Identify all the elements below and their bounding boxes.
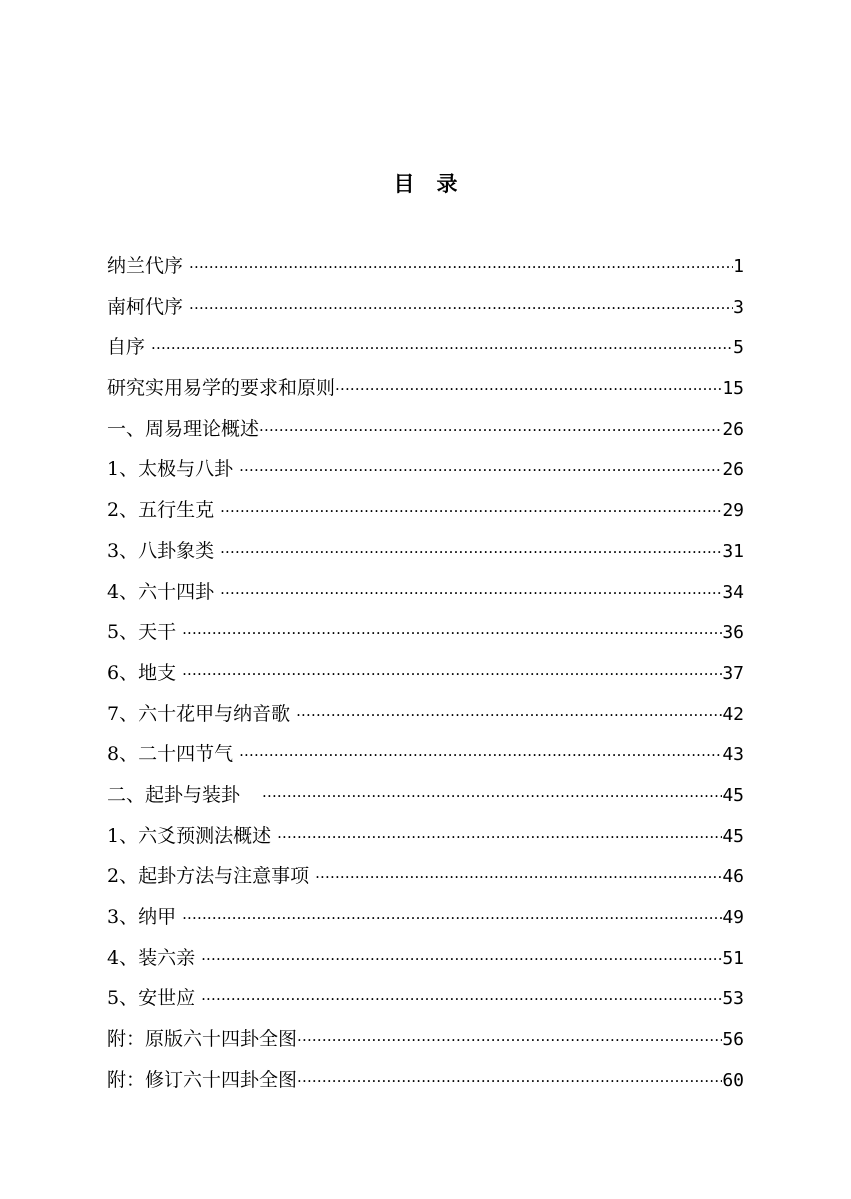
toc-entry-page: 45 — [722, 784, 744, 806]
toc-entry-page: 5 — [733, 337, 744, 359]
toc-entry[interactable] — [107, 779, 744, 820]
toc-entry-label: 5、天干 — [107, 621, 177, 644]
dot-leader — [182, 617, 722, 649]
toc-entry-label: 3、纳甲 — [107, 906, 177, 928]
toc-entry[interactable] — [107, 250, 744, 291]
toc-entry[interactable] — [107, 860, 744, 901]
toc-entry-page: 46 — [722, 866, 744, 888]
toc-entry-label: 4、六十四卦 — [107, 580, 215, 603]
toc-entry-label: 4、装六亲 — [107, 946, 196, 969]
dot-leader — [220, 577, 722, 609]
toc-entry-page: 56 — [722, 1029, 744, 1051]
toc-entry-page: 60 — [722, 1069, 744, 1091]
toc-entry-label: 8、二十四节气 — [107, 743, 234, 766]
dot-leader — [259, 414, 722, 446]
dot-leader — [182, 902, 722, 934]
toc-entry-page: 45 — [722, 825, 744, 847]
toc-entry[interactable] — [107, 820, 744, 861]
dot-leader — [189, 251, 733, 283]
toc-entry-page: 34 — [722, 581, 744, 603]
toc-entry[interactable] — [107, 982, 744, 1023]
toc-title-char-2: 录 — [436, 171, 458, 196]
dot-leader — [201, 983, 722, 1015]
toc-entry[interactable] — [107, 738, 744, 779]
toc-entry-page: 36 — [722, 622, 744, 644]
toc-entry-label: 5、安世应 — [107, 987, 196, 1010]
toc-entry-label: 7、六十花甲与纳音歌 — [107, 702, 291, 725]
dot-leader — [277, 821, 722, 853]
toc-entry[interactable] — [107, 494, 744, 535]
toc-entry-page: 29 — [722, 500, 744, 522]
toc-entry-page: 3 — [733, 296, 744, 318]
dot-leader — [182, 658, 722, 690]
dot-leader — [262, 780, 722, 812]
toc-entry[interactable] — [107, 942, 744, 983]
toc-entry[interactable] — [107, 372, 744, 413]
toc-entry[interactable] — [107, 616, 744, 657]
dot-leader — [315, 861, 722, 893]
dot-leader — [296, 699, 722, 731]
toc-entry-page: 53 — [722, 988, 744, 1010]
toc-entry-label: 1、太极与八卦 — [107, 458, 234, 481]
dot-leader — [220, 495, 722, 527]
toc-entry[interactable] — [107, 1064, 744, 1105]
toc-entry-label: 附：修订六十四卦全图 — [107, 1068, 298, 1091]
toc-entry[interactable] — [107, 1023, 744, 1064]
dot-leader — [297, 1024, 722, 1056]
toc-entry-page: 15 — [722, 378, 744, 400]
toc-entry-page: 43 — [722, 744, 744, 766]
dot-leader — [151, 332, 733, 364]
toc-entry-label: 1、六爻预测法概述 — [107, 824, 272, 847]
dot-leader — [239, 454, 722, 486]
toc-entry[interactable] — [107, 698, 744, 739]
toc-entry[interactable] — [107, 535, 744, 576]
toc-entry[interactable] — [107, 291, 744, 332]
toc-entry-label: 自序 — [107, 336, 146, 359]
toc-entry-label: 2、起卦方法与注意事项 — [107, 865, 310, 888]
toc-entry-page: 1 — [733, 256, 744, 277]
toc-entry-label: 一、周易理论概述 — [107, 417, 260, 440]
toc-entry-label: 6、地支 — [107, 661, 177, 684]
table-of-contents — [107, 250, 744, 1104]
toc-entry[interactable] — [107, 576, 744, 617]
toc-entry[interactable] — [107, 413, 744, 454]
toc-entry-page: 37 — [722, 662, 744, 684]
toc-entry[interactable] — [107, 331, 744, 372]
toc-entry-page: 42 — [722, 703, 744, 725]
toc-entry[interactable] — [107, 901, 744, 942]
toc-entry-label: 研究实用易学的要求和原则 — [107, 377, 336, 400]
dot-leader — [297, 1065, 722, 1097]
dot-leader — [201, 943, 722, 975]
toc-entry-page: 31 — [722, 540, 744, 562]
dot-leader — [335, 373, 722, 405]
toc-title-char-1: 目 — [393, 171, 415, 196]
dot-leader — [239, 739, 722, 771]
toc-entry-label: 附：原版六十四卦全图 — [107, 1028, 298, 1051]
toc-entry-page: 26 — [722, 418, 744, 440]
dot-leader — [220, 536, 722, 568]
toc-entry-page: 49 — [722, 907, 744, 928]
toc-entry-label: 2、五行生克 — [107, 499, 215, 522]
dot-leader — [189, 292, 733, 324]
toc-entry-label: 南柯代序 — [107, 295, 184, 318]
toc-entry-page: 51 — [722, 947, 744, 969]
toc-entry-label: 3、八卦象类 — [107, 539, 215, 562]
toc-entry-page: 26 — [722, 459, 744, 481]
toc-entry[interactable] — [107, 453, 744, 494]
toc-entry-label: 二、起卦与装卦 — [107, 783, 241, 806]
toc-entry[interactable] — [107, 657, 744, 698]
toc-entry-label: 纳兰代序 — [107, 255, 184, 277]
toc-title — [0, 168, 851, 200]
